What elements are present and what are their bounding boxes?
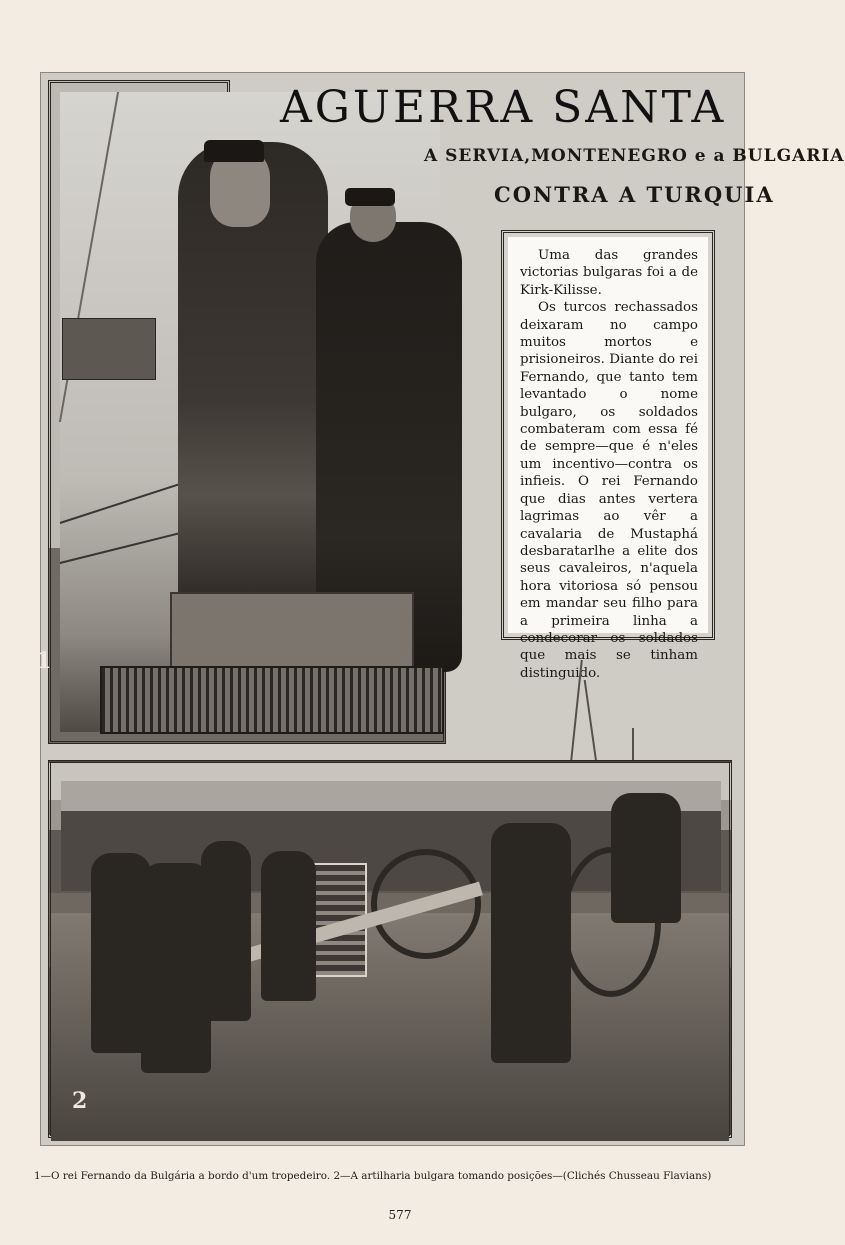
subtitle-line1: A SERVIA,MONTENEGRO e a BULGARIA	[424, 146, 845, 166]
photo-king-fernando	[60, 92, 440, 732]
page-title: AGUERRA SANTA	[280, 82, 727, 133]
article-text	[508, 237, 708, 681]
page-number: 577	[388, 1208, 412, 1222]
photo-number-1: 1	[36, 648, 52, 674]
article-paragraph: Os turcos rechassados deixaram no campo muitos mortos e prisioneiros. Diante do rei Fernando, que tanto tem levantado o nome bulgaro, os soldados combateram com essa fé de sempre—que é n'eles um incentivo—contra os infieis. O rei Fernando que dias antes vertera lagrimas ao vêr a cavalaria de Mustaphá desbaratarlhe a elite dos seus cavaleiros, n'aquela hora vitoriosa só pensou em mandar seu filho para a primeira linha a condecorar os soldados que mais se tinham distinguido.	[520, 300, 698, 681]
photo-number-2: 2	[72, 1088, 88, 1114]
figure-caption: 1—O rei Fernando da Bulgária a bordo d'um tropedeiro. 2—A artilharia bulgara tomando posições—(Clichés Chusseau Flavians)	[34, 1170, 712, 1182]
photo-artillery	[48, 760, 732, 1138]
subtitle-line2: CONTRA A TURQUIA	[494, 182, 775, 207]
article-paragraph: Uma das grandes victorias bulgaras foi a de Kirk-Kilisse.	[520, 248, 698, 298]
article-box	[501, 230, 715, 681]
